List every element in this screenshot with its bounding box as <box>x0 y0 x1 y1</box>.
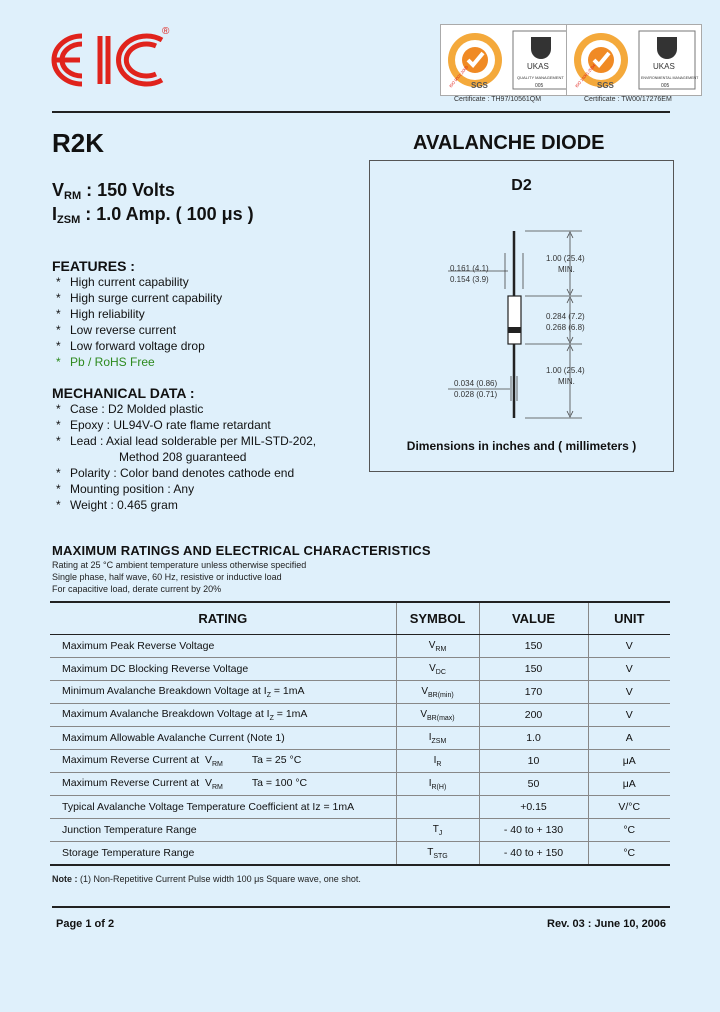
ratings-note-3: For capacitive load, derate current by 20% <box>52 584 222 594</box>
list-item: * Case : D2 Molded plastic <box>56 402 204 416</box>
spec-vrm: $V_{RM}$ : 150 Volts <box>52 180 175 202</box>
footer-divider <box>52 906 670 908</box>
footnote: Note : (1) Non-Repetitive Current Pulse width 100 μs Square wave, one shot. <box>52 874 361 884</box>
header-value: VALUE <box>479 602 588 635</box>
part-number: R2K <box>52 128 105 158</box>
list-item: Method 208 guaranteed <box>119 450 247 464</box>
mechanical-list <box>56 401 316 513</box>
diode-body <box>508 296 521 344</box>
dim-lead-top-1: 0.161 (4.1) <box>450 264 489 273</box>
ukas-label: UKAS <box>653 62 675 71</box>
ratings-note-2: Single phase, half wave, 60 Hz, resistive or inductive load <box>52 572 282 582</box>
header-symbol: SYMBOL <box>396 602 479 635</box>
header-rating: RATING <box>50 602 396 635</box>
iso-label: ISO 9001:2000 <box>447 64 470 89</box>
dim-body-2: 0.268 (6.8) <box>546 323 585 332</box>
list-item: * Lead : Axial lead solderable per MIL-STD-202, <box>56 434 317 448</box>
table-row: Maximum Peak Reverse Voltage $V_{RM}$ 150 V <box>50 635 670 658</box>
table-row: Junction Temperature Range $T_J$ - 40 to + 130 °C <box>50 819 670 842</box>
header-unit: UNIT <box>588 602 670 635</box>
dim-body-1: 0.284 (7.2) <box>546 312 585 321</box>
ratings-note-1: Rating at 25 °C ambient temperature unless otherwise specified <box>52 560 307 570</box>
dim-len-top-2: MIN. <box>558 265 575 274</box>
ratings-title: MAXIMUM RATINGS AND ELECTRICAL CHARACTERISTICS <box>52 543 431 558</box>
table-row: Maximum DC Blocking Reverse Voltage $V_{DC}$ 150 V <box>50 658 670 681</box>
ukas-sub: QUALITY MANAGEMENT <box>517 75 564 80</box>
sgs-label: SGS <box>471 81 488 90</box>
product-type: AVALANCHE DIODE <box>413 132 605 154</box>
dim-len-bot-2: MIN. <box>558 377 575 386</box>
certificate-caption-2: Certificate : TW00/17276EM <box>584 96 672 103</box>
list-item: * High current capability <box>56 275 189 289</box>
spec-izsm: $I_{ZSM}$ : 1.0 Amp. ( 100 μs ) <box>52 204 254 226</box>
cathode-band <box>508 327 521 333</box>
list-item: * Low forward voltage drop <box>56 339 205 353</box>
package-title: D2 <box>511 177 532 194</box>
table-row: Minimum Avalanche Breakdown Voltage at $I_Z = 1mA$ $V_{BR(min)}$ 170 V <box>50 681 670 704</box>
table-row: Maximum Reverse Current at $V_{RM}$ Ta = 25 °C $I_R$ 10 μA <box>50 750 670 773</box>
list-item: * Low reverse current <box>56 323 177 337</box>
table-row: Maximum Allowable Avalanche Current (Note 1) $I_{ZSM}$ 1.0 A <box>50 727 670 750</box>
list-item: * Pb / RoHS Free <box>56 355 155 369</box>
registered-mark: ® <box>162 26 170 37</box>
dim-wire-1: 0.034 (0.86) <box>454 379 498 388</box>
page-number: Page 1 of 2 <box>56 918 115 930</box>
list-item: * Mounting position : Any <box>56 482 195 496</box>
dim-lead-top-2: 0.154 (3.9) <box>450 275 489 284</box>
dim-len-top-1: 1.00 (25.4) <box>546 254 585 263</box>
ratings-table <box>50 601 670 866</box>
package-caption: Dimensions in inches and ( millimeters ) <box>406 439 637 453</box>
header-divider <box>52 111 670 113</box>
ukas-code: 005 <box>661 83 670 89</box>
table-row: Maximum Avalanche Breakdown Voltage at $I_Z = 1mA$ $V_{BR(max)}$ 200 V <box>50 704 670 727</box>
features-list <box>56 274 222 370</box>
list-item: * Epoxy : UL94V-O rate flame retardant <box>56 418 271 432</box>
ukas-sub: ENVIRONMENTAL MANAGEMENT <box>641 76 699 80</box>
list-item: * Polarity : Color band denotes cathode end <box>56 466 295 480</box>
certification-badge-environmental <box>566 24 702 96</box>
dim-wire-2: 0.028 (0.71) <box>454 390 498 399</box>
table-row: Maximum Reverse Current at $V_{RM}$ Ta = 100 °C $I_{R(H)}$ 50 μA <box>50 773 670 796</box>
iso-label: ISO 14001:2004 <box>573 62 597 89</box>
certificate-caption-1: Certificate : TH97/10561QM <box>454 96 542 103</box>
revision-date: Rev. 03 : June 10, 2006 <box>547 918 667 930</box>
table-row: Storage Temperature Range $T_{STG}$ - 40 to + 150 °C <box>50 842 670 866</box>
list-item: * High reliability <box>56 307 145 321</box>
ukas-code: 005 <box>535 83 544 89</box>
dim-len-bot-1: 1.00 (25.4) <box>546 366 585 375</box>
mechanical-title: MECHANICAL DATA : <box>52 385 195 401</box>
list-item: * High surge current capability <box>56 291 223 305</box>
features-title: FEATURES : <box>52 258 135 274</box>
ukas-label: UKAS <box>527 62 549 71</box>
list-item: * Weight : 0.465 gram <box>56 498 178 512</box>
sgs-label: SGS <box>597 81 614 90</box>
certification-badge-quality <box>440 24 576 96</box>
package-drawing <box>369 160 674 472</box>
company-logo <box>30 22 180 92</box>
table-row: Typical Avalanche Voltage Temperature Coefficient at Iz = 1mA +0.15 V/°C <box>50 796 670 819</box>
